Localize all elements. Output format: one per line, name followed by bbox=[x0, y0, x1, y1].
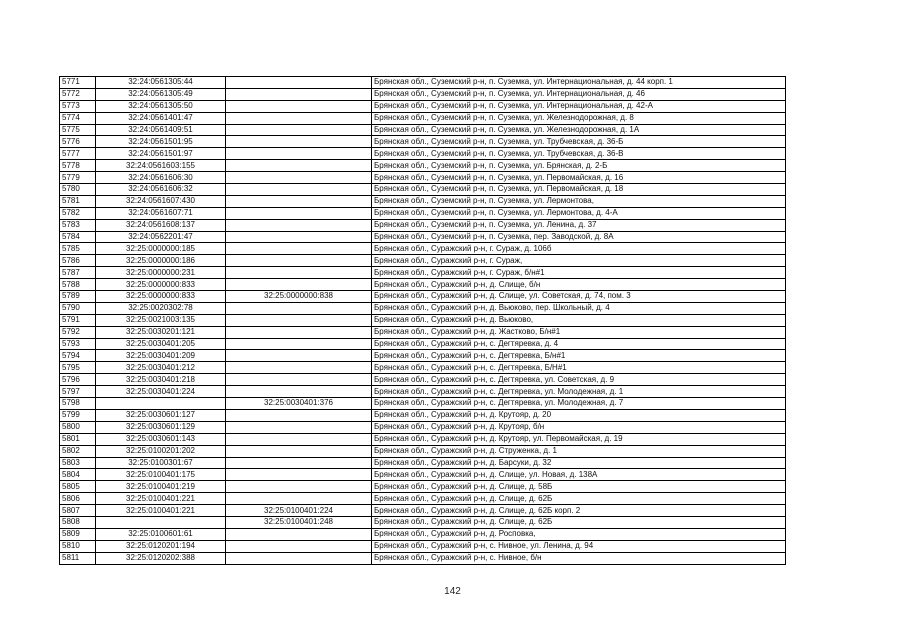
row-number-cell: 5785 bbox=[60, 243, 96, 255]
table-row bbox=[60, 77, 786, 89]
address-cell: Брянская обл., Суземский р-н, п. Суземка, ул. Лермонтова, bbox=[372, 195, 786, 207]
cadastral-number-cell: 32:24:0561401:47 bbox=[96, 112, 226, 124]
linked-cadastral-number-cell bbox=[226, 386, 372, 398]
linked-cadastral-number-cell bbox=[226, 338, 372, 350]
table-row bbox=[60, 136, 786, 148]
row-number-cell: 5799 bbox=[60, 409, 96, 421]
cadastral-number-cell: 32:25:0000000:231 bbox=[96, 267, 226, 279]
registry-table bbox=[59, 76, 786, 565]
address-cell: Брянская обл., Суражский р-н, с. Дегтяревка, ул. Советская, д. 9 bbox=[372, 374, 786, 386]
cadastral-number-cell: 32:25:0030401:224 bbox=[96, 386, 226, 398]
table-row bbox=[60, 362, 786, 374]
address-cell: Брянская обл., Суземский р-н, п. Суземка, ул. Интернациональная, д. 44 корп. 1 bbox=[372, 77, 786, 89]
cadastral-number-cell: 32:25:0100401:221 bbox=[96, 493, 226, 505]
cadastral-number-cell: 32:24:0561305:49 bbox=[96, 88, 226, 100]
address-cell: Брянская обл., Суземский р-н, п. Суземка, ул. Железнодорожная, д. 1А bbox=[372, 124, 786, 136]
row-number-cell: 5780 bbox=[60, 184, 96, 196]
row-number-cell: 5792 bbox=[60, 326, 96, 338]
linked-cadastral-number-cell bbox=[226, 493, 372, 505]
cadastral-number-cell bbox=[96, 398, 226, 410]
linked-cadastral-number-cell bbox=[226, 136, 372, 148]
row-number-cell: 5787 bbox=[60, 267, 96, 279]
linked-cadastral-number-cell bbox=[226, 243, 372, 255]
linked-cadastral-number-cell bbox=[226, 172, 372, 184]
linked-cadastral-number-cell bbox=[226, 362, 372, 374]
address-cell: Брянская обл., Суражский р-н, д. Слище, д. 62Б bbox=[372, 493, 786, 505]
table-row bbox=[60, 457, 786, 469]
address-cell: Брянская обл., Суземский р-н, п. Суземка, ул. Интернациональная, д. 42-А bbox=[372, 100, 786, 112]
row-number-cell: 5783 bbox=[60, 219, 96, 231]
table-row bbox=[60, 326, 786, 338]
address-cell: Брянская обл., Суражский р-н, д. Слище, ул. Советская, д. 74, пом. 3 bbox=[372, 291, 786, 303]
table-row bbox=[60, 445, 786, 457]
address-cell: Брянская обл., Суражский р-н, с. Нивное, ул. Ленина, д. 94 bbox=[372, 540, 786, 552]
linked-cadastral-number-cell bbox=[226, 77, 372, 89]
table-row bbox=[60, 505, 786, 517]
linked-cadastral-number-cell bbox=[226, 112, 372, 124]
cadastral-number-cell: 32:25:0000000:833 bbox=[96, 279, 226, 291]
linked-cadastral-number-cell bbox=[226, 374, 372, 386]
cadastral-number-cell: 32:25:0100301:67 bbox=[96, 457, 226, 469]
address-cell: Брянская обл., Суражский р-н, с. Дегтяревка, Б/Н#1 bbox=[372, 362, 786, 374]
table-row bbox=[60, 386, 786, 398]
linked-cadastral-number-cell bbox=[226, 219, 372, 231]
table-row bbox=[60, 421, 786, 433]
table-row bbox=[60, 148, 786, 160]
row-number-cell: 5774 bbox=[60, 112, 96, 124]
cadastral-number-cell: 32:25:0000000:186 bbox=[96, 255, 226, 267]
address-cell: Брянская обл., Суражский р-н, д. Барсуки, д. 32 bbox=[372, 457, 786, 469]
linked-cadastral-number-cell bbox=[226, 207, 372, 219]
cadastral-number-cell: 32:24:0561606:32 bbox=[96, 184, 226, 196]
table-row bbox=[60, 302, 786, 314]
table-row bbox=[60, 100, 786, 112]
cadastral-number-cell: 32:25:0030401:205 bbox=[96, 338, 226, 350]
cadastral-number-cell: 32:25:0030201:121 bbox=[96, 326, 226, 338]
cadastral-number-cell: 32:25:0030601:127 bbox=[96, 409, 226, 421]
linked-cadastral-number-cell bbox=[226, 314, 372, 326]
address-cell: Брянская обл., Суражский р-н, д. Крутояр, б/н bbox=[372, 421, 786, 433]
cadastral-number-cell: 32:25:0000000:185 bbox=[96, 243, 226, 255]
table-row bbox=[60, 469, 786, 481]
row-number-cell: 5805 bbox=[60, 481, 96, 493]
linked-cadastral-number-cell bbox=[226, 433, 372, 445]
row-number-cell: 5796 bbox=[60, 374, 96, 386]
address-cell: Брянская обл., Суражский р-н, д. Росповка, bbox=[372, 528, 786, 540]
table-row bbox=[60, 552, 786, 564]
cadastral-number-cell: 32:25:0100601:61 bbox=[96, 528, 226, 540]
row-number-cell: 5802 bbox=[60, 445, 96, 457]
row-number-cell: 5789 bbox=[60, 291, 96, 303]
linked-cadastral-number-cell bbox=[226, 231, 372, 243]
table-row bbox=[60, 207, 786, 219]
table-row bbox=[60, 433, 786, 445]
table-row bbox=[60, 409, 786, 421]
table-row bbox=[60, 112, 786, 124]
address-cell: Брянская обл., Суземский р-н, п. Суземка, ул. Первомайская, д. 18 bbox=[372, 184, 786, 196]
table-row bbox=[60, 493, 786, 505]
cadastral-number-cell: 32:24:0561305:44 bbox=[96, 77, 226, 89]
row-number-cell: 5808 bbox=[60, 516, 96, 528]
cadastral-number-cell: 32:25:0030401:212 bbox=[96, 362, 226, 374]
row-number-cell: 5773 bbox=[60, 100, 96, 112]
row-number-cell: 5806 bbox=[60, 493, 96, 505]
row-number-cell: 5809 bbox=[60, 528, 96, 540]
address-cell: Брянская обл., Суземский р-н, п. Суземка, ул. Трубчевская, д. 36-Б bbox=[372, 136, 786, 148]
cadastral-number-cell: 32:24:0561607:430 bbox=[96, 195, 226, 207]
cadastral-number-cell: 32:25:0100401:221 bbox=[96, 505, 226, 517]
table-row bbox=[60, 124, 786, 136]
address-cell: Брянская обл., Суражский р-н, с. Дегтяревка, Б/н#1 bbox=[372, 350, 786, 362]
linked-cadastral-number-cell bbox=[226, 302, 372, 314]
address-cell: Брянская обл., Суражский р-н, г. Сураж, д. 106б bbox=[372, 243, 786, 255]
row-number-cell: 5788 bbox=[60, 279, 96, 291]
row-number-cell: 5798 bbox=[60, 398, 96, 410]
cadastral-number-cell: 32:25:0021003:135 bbox=[96, 314, 226, 326]
linked-cadastral-number-cell bbox=[226, 481, 372, 493]
table-row bbox=[60, 374, 786, 386]
table-row bbox=[60, 350, 786, 362]
cadastral-number-cell: 32:24:0562201:47 bbox=[96, 231, 226, 243]
row-number-cell: 5791 bbox=[60, 314, 96, 326]
table-row bbox=[60, 338, 786, 350]
row-number-cell: 5786 bbox=[60, 255, 96, 267]
address-cell: Брянская обл., Суражский р-н, д. Вьюково, bbox=[372, 314, 786, 326]
address-cell: Брянская обл., Суземский р-н, п. Суземка, ул. Брянская, д. 2-Б bbox=[372, 160, 786, 172]
row-number-cell: 5804 bbox=[60, 469, 96, 481]
address-cell: Брянская обл., Суражский р-н, с. Дегтяревка, д. 4 bbox=[372, 338, 786, 350]
row-number-cell: 5794 bbox=[60, 350, 96, 362]
cadastral-number-cell: 32:25:0120201:194 bbox=[96, 540, 226, 552]
linked-cadastral-number-cell bbox=[226, 552, 372, 564]
linked-cadastral-number-cell: 32:25:0000000:838 bbox=[226, 291, 372, 303]
address-cell: Брянская обл., Суземский р-н, п. Суземка, ул. Железнодорожная, д. 8 bbox=[372, 112, 786, 124]
linked-cadastral-number-cell: 32:25:0100401:248 bbox=[226, 516, 372, 528]
table-row bbox=[60, 314, 786, 326]
table-row bbox=[60, 195, 786, 207]
row-number-cell: 5782 bbox=[60, 207, 96, 219]
linked-cadastral-number-cell bbox=[226, 255, 372, 267]
cadastral-number-cell: 32:24:0561606:30 bbox=[96, 172, 226, 184]
cadastral-number-cell: 32:25:0020302:78 bbox=[96, 302, 226, 314]
table-row bbox=[60, 231, 786, 243]
cadastral-number-cell: 32:24:0561603:155 bbox=[96, 160, 226, 172]
address-cell: Брянская обл., Суземский р-н, п. Суземка, ул. Ленина, д. 37 bbox=[372, 219, 786, 231]
linked-cadastral-number-cell bbox=[226, 528, 372, 540]
row-number-cell: 5775 bbox=[60, 124, 96, 136]
table-row bbox=[60, 481, 786, 493]
table-row bbox=[60, 184, 786, 196]
row-number-cell: 5807 bbox=[60, 505, 96, 517]
linked-cadastral-number-cell bbox=[226, 184, 372, 196]
cadastral-number-cell: 32:25:0030601:143 bbox=[96, 433, 226, 445]
linked-cadastral-number-cell bbox=[226, 409, 372, 421]
address-cell: Брянская обл., Суражский р-н, д. Жастково, Б/н#1 bbox=[372, 326, 786, 338]
row-number-cell: 5784 bbox=[60, 231, 96, 243]
table-row bbox=[60, 279, 786, 291]
address-cell: Брянская обл., Суражский р-н, д. Крутояр, д. 20 bbox=[372, 409, 786, 421]
row-number-cell: 5803 bbox=[60, 457, 96, 469]
linked-cadastral-number-cell bbox=[226, 267, 372, 279]
table-row bbox=[60, 88, 786, 100]
row-number-cell: 5793 bbox=[60, 338, 96, 350]
linked-cadastral-number-cell bbox=[226, 445, 372, 457]
table-row bbox=[60, 291, 786, 303]
table-row bbox=[60, 243, 786, 255]
linked-cadastral-number-cell bbox=[226, 279, 372, 291]
address-cell: Брянская обл., Суражский р-н, д. Крутояр, ул. Первомайская, д. 19 bbox=[372, 433, 786, 445]
row-number-cell: 5797 bbox=[60, 386, 96, 398]
cadastral-number-cell: 32:24:0561608:137 bbox=[96, 219, 226, 231]
row-number-cell: 5790 bbox=[60, 302, 96, 314]
row-number-cell: 5778 bbox=[60, 160, 96, 172]
cadastral-number-cell: 32:25:0000000:833 bbox=[96, 291, 226, 303]
address-cell: Брянская обл., Суражский р-н, с. Дегтяревка, ул. Молодежная, д. 7 bbox=[372, 398, 786, 410]
address-cell: Брянская обл., Суражский р-н, с. Нивное, б/н bbox=[372, 552, 786, 564]
registry-table-body bbox=[60, 77, 786, 565]
cadastral-number-cell: 32:25:0120202:388 bbox=[96, 552, 226, 564]
address-cell: Брянская обл., Суражский р-н, г. Сураж, bbox=[372, 255, 786, 267]
address-cell: Брянская обл., Суземский р-н, п. Суземка, ул. Первомайская, д. 16 bbox=[372, 172, 786, 184]
table-row bbox=[60, 160, 786, 172]
linked-cadastral-number-cell bbox=[226, 195, 372, 207]
cadastral-number-cell bbox=[96, 516, 226, 528]
cadastral-number-cell: 32:25:0030401:209 bbox=[96, 350, 226, 362]
cadastral-number-cell: 32:24:0561501:95 bbox=[96, 136, 226, 148]
linked-cadastral-number-cell bbox=[226, 88, 372, 100]
row-number-cell: 5772 bbox=[60, 88, 96, 100]
page-number: 142 bbox=[444, 586, 461, 597]
cadastral-number-cell: 32:24:0561607:71 bbox=[96, 207, 226, 219]
address-cell: Брянская обл., Суражский р-н, д. Слище, б/н bbox=[372, 279, 786, 291]
row-number-cell: 5776 bbox=[60, 136, 96, 148]
cadastral-number-cell: 32:25:0100401:219 bbox=[96, 481, 226, 493]
linked-cadastral-number-cell bbox=[226, 124, 372, 136]
table-row bbox=[60, 267, 786, 279]
address-cell: Брянская обл., Суражский р-н, д. Струженка, д. 1 bbox=[372, 445, 786, 457]
address-cell: Брянская обл., Суражский р-н, д. Слище, д. 62Б bbox=[372, 516, 786, 528]
address-cell: Брянская обл., Суземский р-н, п. Суземка, пер. Заводской, д. 8А bbox=[372, 231, 786, 243]
linked-cadastral-number-cell: 32:25:0030401:376 bbox=[226, 398, 372, 410]
row-number-cell: 5811 bbox=[60, 552, 96, 564]
table-row bbox=[60, 255, 786, 267]
address-cell: Брянская обл., Суражский р-н, с. Дегтяревка, ул. Молодежная, д. 1 bbox=[372, 386, 786, 398]
linked-cadastral-number-cell bbox=[226, 326, 372, 338]
table-row bbox=[60, 172, 786, 184]
address-cell: Брянская обл., Суражский р-н, д. Слище, д. 62Б корп. 2 bbox=[372, 505, 786, 517]
cadastral-number-cell: 32:25:0030601:129 bbox=[96, 421, 226, 433]
cadastral-number-cell: 32:25:0100201:202 bbox=[96, 445, 226, 457]
table-row bbox=[60, 540, 786, 552]
table-row bbox=[60, 516, 786, 528]
row-number-cell: 5801 bbox=[60, 433, 96, 445]
linked-cadastral-number-cell: 32:25:0100401:224 bbox=[226, 505, 372, 517]
address-cell: Брянская обл., Суземский р-н, п. Суземка, ул. Лермонтова, д. 4-А bbox=[372, 207, 786, 219]
cadastral-number-cell: 32:25:0100401:175 bbox=[96, 469, 226, 481]
linked-cadastral-number-cell bbox=[226, 421, 372, 433]
linked-cadastral-number-cell bbox=[226, 148, 372, 160]
address-cell: Брянская обл., Суражский р-н, д. Вьюково, пер. Школьный, д. 4 bbox=[372, 302, 786, 314]
address-cell: Брянская обл., Суражский р-н, д. Слище, д. 58Б bbox=[372, 481, 786, 493]
row-number-cell: 5771 bbox=[60, 77, 96, 89]
cadastral-number-cell: 32:24:0561305:50 bbox=[96, 100, 226, 112]
address-cell: Брянская обл., Суражский р-н, г. Сураж, б/н#1 bbox=[372, 267, 786, 279]
address-cell: Брянская обл., Суражский р-н, д. Слище, ул. Новая, д. 138А bbox=[372, 469, 786, 481]
cadastral-number-cell: 32:24:0561501:97 bbox=[96, 148, 226, 160]
linked-cadastral-number-cell bbox=[226, 469, 372, 481]
table-row bbox=[60, 398, 786, 410]
cadastral-number-cell: 32:24:0561409:51 bbox=[96, 124, 226, 136]
address-cell: Брянская обл., Суземский р-н, п. Суземка, ул. Трубчевская, д. 36-В bbox=[372, 148, 786, 160]
row-number-cell: 5795 bbox=[60, 362, 96, 374]
linked-cadastral-number-cell bbox=[226, 160, 372, 172]
row-number-cell: 5810 bbox=[60, 540, 96, 552]
row-number-cell: 5800 bbox=[60, 421, 96, 433]
address-cell: Брянская обл., Суземский р-н, п. Суземка, ул. Интернациональная, д. 46 bbox=[372, 88, 786, 100]
table-row bbox=[60, 528, 786, 540]
table-row bbox=[60, 219, 786, 231]
cadastral-number-cell: 32:25:0030401:218 bbox=[96, 374, 226, 386]
row-number-cell: 5779 bbox=[60, 172, 96, 184]
linked-cadastral-number-cell bbox=[226, 350, 372, 362]
row-number-cell: 5781 bbox=[60, 195, 96, 207]
linked-cadastral-number-cell bbox=[226, 100, 372, 112]
linked-cadastral-number-cell bbox=[226, 540, 372, 552]
linked-cadastral-number-cell bbox=[226, 457, 372, 469]
row-number-cell: 5777 bbox=[60, 148, 96, 160]
